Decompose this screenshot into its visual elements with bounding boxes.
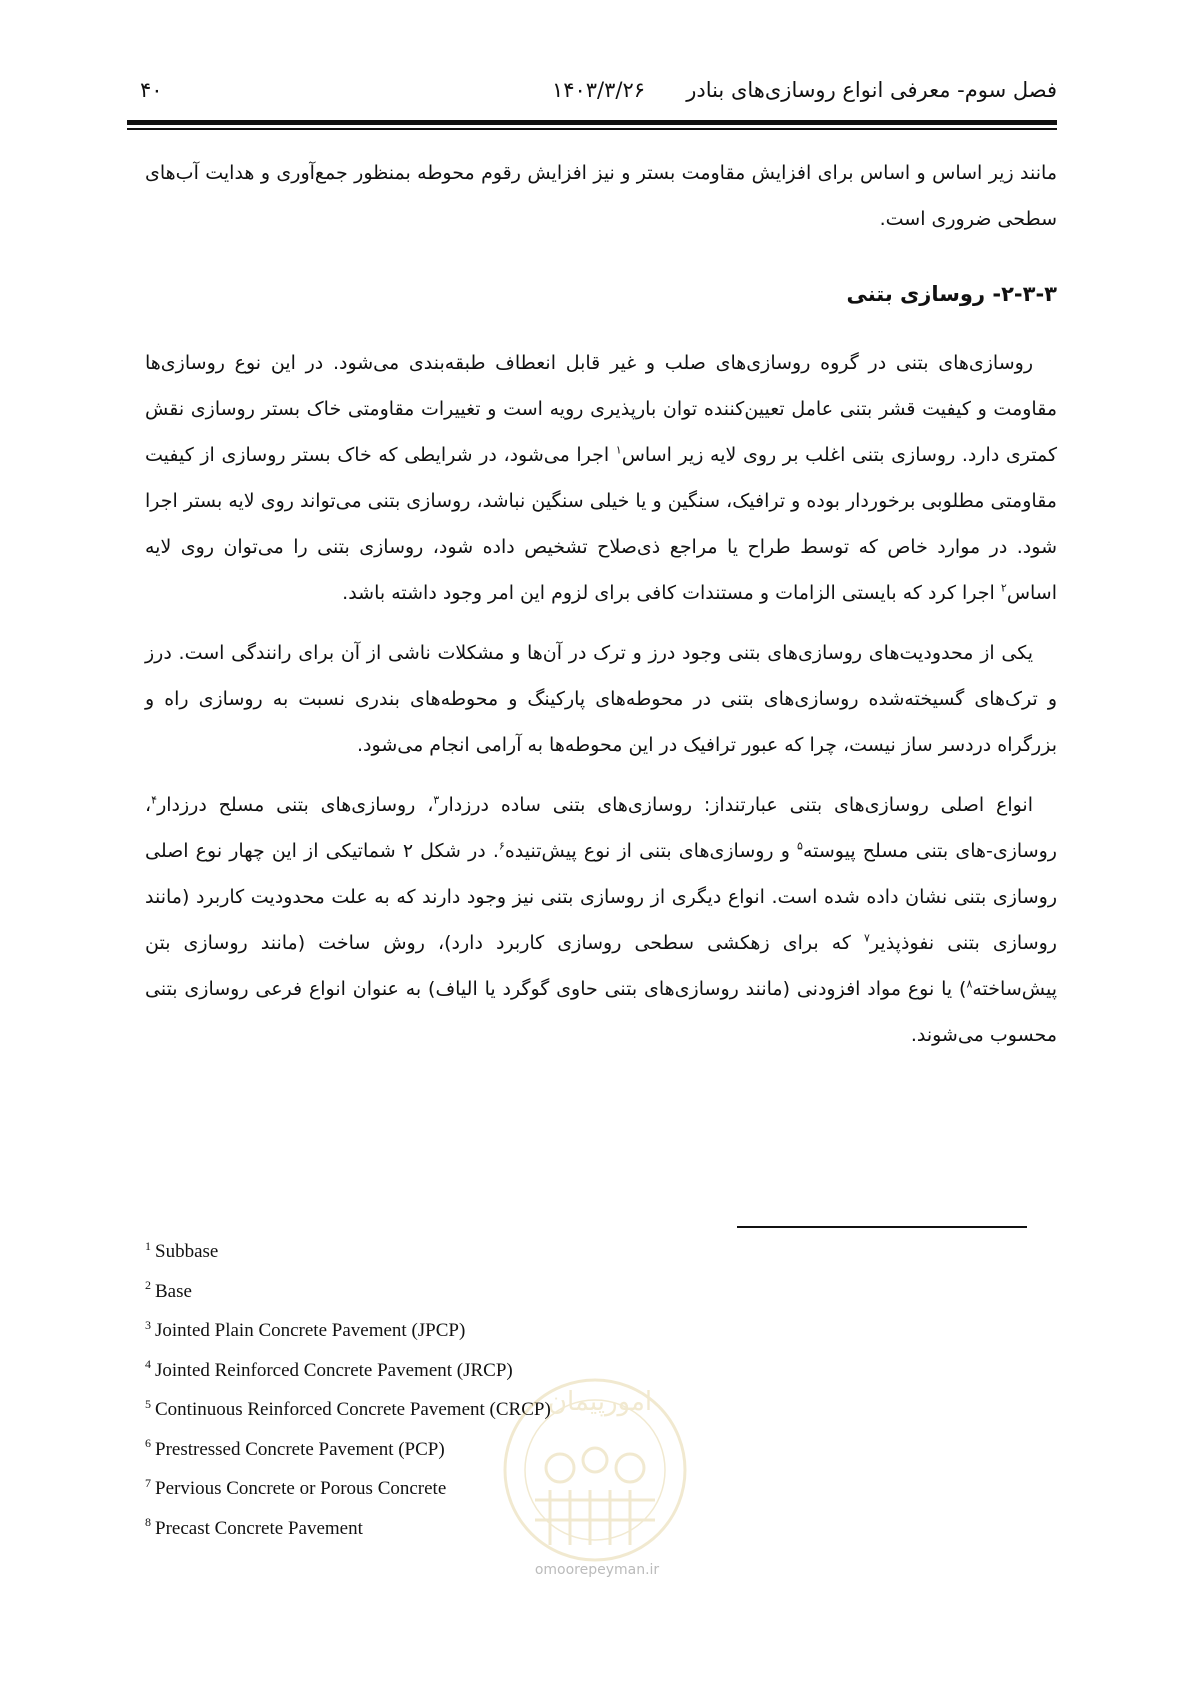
footnote-ref-8[interactable]: ۸: [966, 977, 973, 991]
footnote-ref-3[interactable]: ۳: [433, 793, 440, 807]
p1-text-c: اجرا کرد که بایستی الزامات و مستندات کافی برای لزوم این امر وجود داشته باشد.: [342, 582, 1001, 604]
footnote-6: $^6$ Prestressed Concrete Pavement (PCP): [145, 1436, 445, 1460]
p3-text-a: انواع اصلی روسازی‌های بتنی عبارتنداز: روسازی‌های بتنی ساده درزدار: [439, 794, 1033, 816]
chapter-title: فصل سوم- معرفی انواع روسازی‌های بنادر: [686, 78, 1057, 102]
p3-text-d: و روسازی‌های بتنی از نوع پیش‌تنیده: [504, 840, 798, 862]
p3-text-f: که برای زهکشی سطحی روسازی کاربرد دارد)، روش ساخت (مانند روسازی بتن پیش‌ساخته: [145, 932, 1057, 1000]
paragraph-3: [145, 782, 1057, 1058]
footnote-1: $^1$ Subbase: [145, 1238, 219, 1262]
intro-paragraph: مانند زیر اساس و اساس برای افزایش مقاومت بستر و نیز افزایش رقوم محوطه بمنظور جمع‌آوری و هدایت آب‌های سطحی ضروری است.: [145, 162, 1057, 230]
footnote-8: $^8$ Precast Concrete Pavement: [145, 1515, 363, 1539]
watermark-logo-icon: [490, 1340, 700, 1590]
footnote-separator: [737, 1226, 1027, 1228]
paragraph-1: [145, 340, 1057, 616]
footnote-2: $^2$ Base: [145, 1278, 192, 1302]
p3-text-c: ، روسازی-های بتنی مسلح پیوسته: [145, 794, 1057, 862]
p3-text-g: ) یا نوع مواد افزودنی (مانند روسازی‌های بتنی حاوی گوگرد یا الیاف) به عنوان انواع فرعی روسازی بتنی محسوب می‌شوند.: [145, 978, 1057, 1046]
p1-text-b: اجرا می‌شود، در شرایطی که خاک بستر روسازی از کیفیت مقاومتی مطلوبی برخوردار بوده و ترافیک، سنگین و یا خیلی سنگین نباشد، روسازی بتنی می‌تواند روی لایه بستر اجرا شود. در موارد خاص که توسط طراح یا مراجع ذی‌صلاح تشخیص داده شود، روسازی بتنی را می‌توان روی لایه اساس: [145, 444, 1057, 604]
section-heading: ۲-۳-۳- روسازی بتنی: [846, 282, 1057, 306]
footnote-5: $^5$ Continuous Reinforced Concrete Pavement (CRCP): [145, 1396, 551, 1420]
footnote-ref-1[interactable]: ۱: [615, 443, 622, 457]
footnote-3: $^3$ Jointed Plain Concrete Pavement (JPCP): [145, 1317, 466, 1341]
p3-text-e: . در شکل ۲ شماتیکی از این چهار نوع اصلی روسازی بتنی نشان داده شده است. انواع دیگری از روسازی بتنی نیز وجود دارند که به علت محدودیت کاربرد (مانند روسازی بتنی نفوذپذیر: [145, 840, 1057, 954]
p1-text-a: روسازی‌های بتنی در گروه روسازی‌های صلب و غیر قابل انعطاف طبقه‌بندی می‌شود. در این نوع روسازی‌ها مقاومت و کیفیت قشر بتنی عامل تعیین‌کننده توان بارپذیری رویه است و تغییرات مقاومتی خاک بستر روسازی نقش کمتری دارد. روسازی بتنی اغلب بر روی لایه زیر اساس: [145, 352, 1057, 466]
footnote-ref-6[interactable]: ۶: [498, 839, 505, 853]
footnote-4: $^4$ Jointed Reinforced Concrete Pavement (JRCP): [145, 1357, 513, 1381]
footnote-7: $^7$ Pervious Concrete or Porous Concrete: [145, 1475, 447, 1499]
header-date: ۱۴۰۳/۳/۲۶: [551, 78, 646, 102]
page-number: ۴۰: [140, 78, 163, 102]
paragraph-2: یکی از محدودیت‌های روسازی‌های بتنی وجود درز و ترک در آن‌ها و مشکلات ناشی از آن برای رانندگی است. درز و ترک‌های گسیخته‌شده روسازی‌های بتنی در محوطه‌های پارکینگ و محوطه‌های بندری نسبت به روسازی راه و بزرگراه دردسر ساز نیست، چرا که عبور ترافیک در این محوطه‌ها به آرامی انجام می‌شود.: [145, 642, 1057, 756]
footnote-ref-7[interactable]: ۷: [864, 931, 870, 945]
body-text: [145, 150, 1057, 1058]
p3-text-b: ، روسازی‌های بتنی مسلح درزدار: [157, 794, 434, 816]
header-rule-thick: [127, 120, 1057, 125]
footnote-ref-5[interactable]: ۵: [797, 839, 803, 853]
header-rule-thin: [127, 128, 1057, 130]
footnote-ref-4[interactable]: ۴: [151, 793, 158, 807]
footnote-ref-2[interactable]: ۲: [1000, 581, 1007, 595]
page-header: [140, 70, 1057, 120]
watermark-logo-text: امورپیمان: [547, 1387, 653, 1417]
watermark-site: omoorepeyman.ir: [534, 1562, 660, 1578]
